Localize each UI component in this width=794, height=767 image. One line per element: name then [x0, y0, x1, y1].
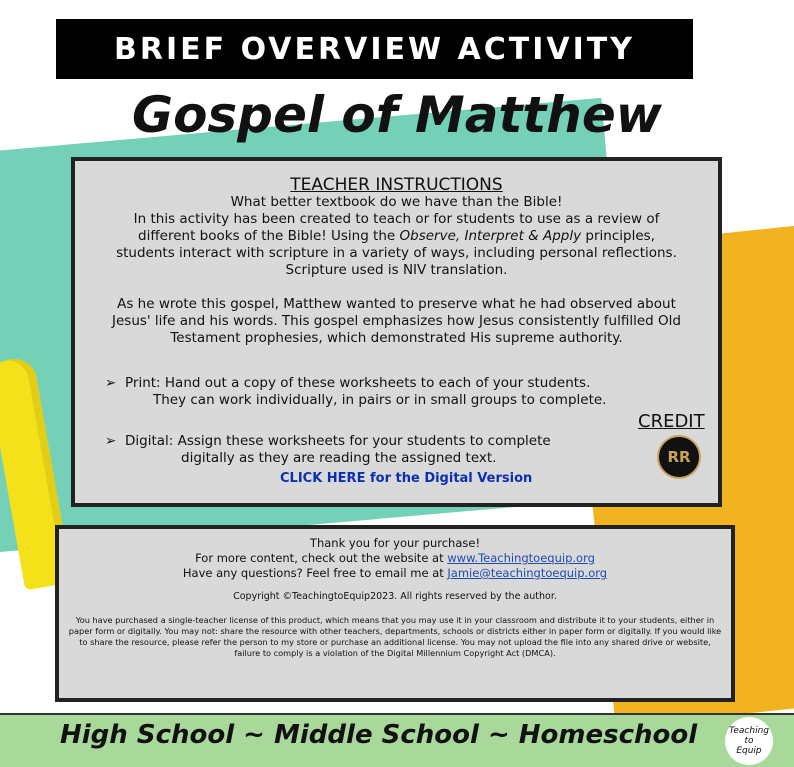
intro-line: What better textbook do we have than the Bible! [230, 194, 563, 210]
teaching-to-equip-logo: Teaching to Equip [725, 717, 773, 765]
website-link[interactable]: www.Teachingtoequip.org [447, 551, 595, 565]
credit-logo: RR [657, 435, 701, 479]
purchase-info-box [55, 525, 735, 702]
grade-levels: High School ~ Middle School ~ Homeschool [60, 720, 698, 750]
email-link[interactable]: Jamie@teachingtoequip.org [447, 566, 608, 580]
arrow-bullet-icon: ➢ [105, 375, 117, 391]
grade-level-bar [0, 713, 794, 767]
teacher-instructions-box [71, 157, 722, 507]
email-line: Have any questions? Feel free to email me at Jamie@teachingtoequip.org [182, 566, 608, 580]
matthew-paragraph: As he wrote this gospel, Matthew wanted to preserve what he had observed about Jesus' life and his words. This gospel emphasizes how Jesus consistently fulfilled Old Testament prophesies, which demonstrated His supreme authority. [112, 296, 681, 346]
website-line: For more content, check out the website at www.Teachingtoequip.org [195, 551, 595, 565]
instructions-heading: TEACHER INSTRUCTIONS [290, 175, 503, 195]
print-bullet: ➢ Print: Hand out a copy of these worksheets to each of your students. They can work individually, in pairs or in small groups to complete. [105, 375, 607, 408]
title-banner: BRIEF OVERVIEW ACTIVITY [56, 19, 693, 79]
page-subtitle: Gospel of Matthew [132, 86, 662, 144]
oia-principles: Observe, Interpret & Apply [399, 228, 582, 244]
thanks-text: Thank you for your purchase! [309, 536, 481, 550]
digital-version-link[interactable]: CLICK HERE for the Digital Version [280, 471, 533, 486]
intro-line: In this activity has been created to teach or for students to use as a review of [133, 211, 660, 227]
intro-line: Scripture used is NIV translation. [285, 262, 508, 278]
intro-line: students interact with scripture in a variety of ways, including personal reflections. [116, 245, 677, 261]
license-text: You have purchased a single-teacher license of this product, which means that you may use it in your classroom and distribute it to your students, either in paper form or digitally. You may not: share the resource with other teachers, departments, schools or districts either in paper form or digitally. If you would like to share the resource, please refer the person to my store or purchase an additional license. You may not upload the file into any shared drive or website, failure to comply is a violation of the Digital Millennium Copyright Act (DMCA). [68, 615, 722, 658]
copyright-text: Copyright ©TeachingtoEquip2023. All rights reserved by the author. [233, 591, 557, 602]
credit-label: CREDIT [638, 411, 705, 432]
arrow-bullet-icon: ➢ [105, 433, 117, 449]
intro-line: different books of the Bible! Using the Observe, Interpret & Apply principles, [138, 228, 655, 244]
digital-bullet: ➢ Digital: Assign these worksheets for your students to complete digitally as they are reading the assigned text. [105, 433, 551, 466]
intro-paragraph [75, 194, 718, 279]
